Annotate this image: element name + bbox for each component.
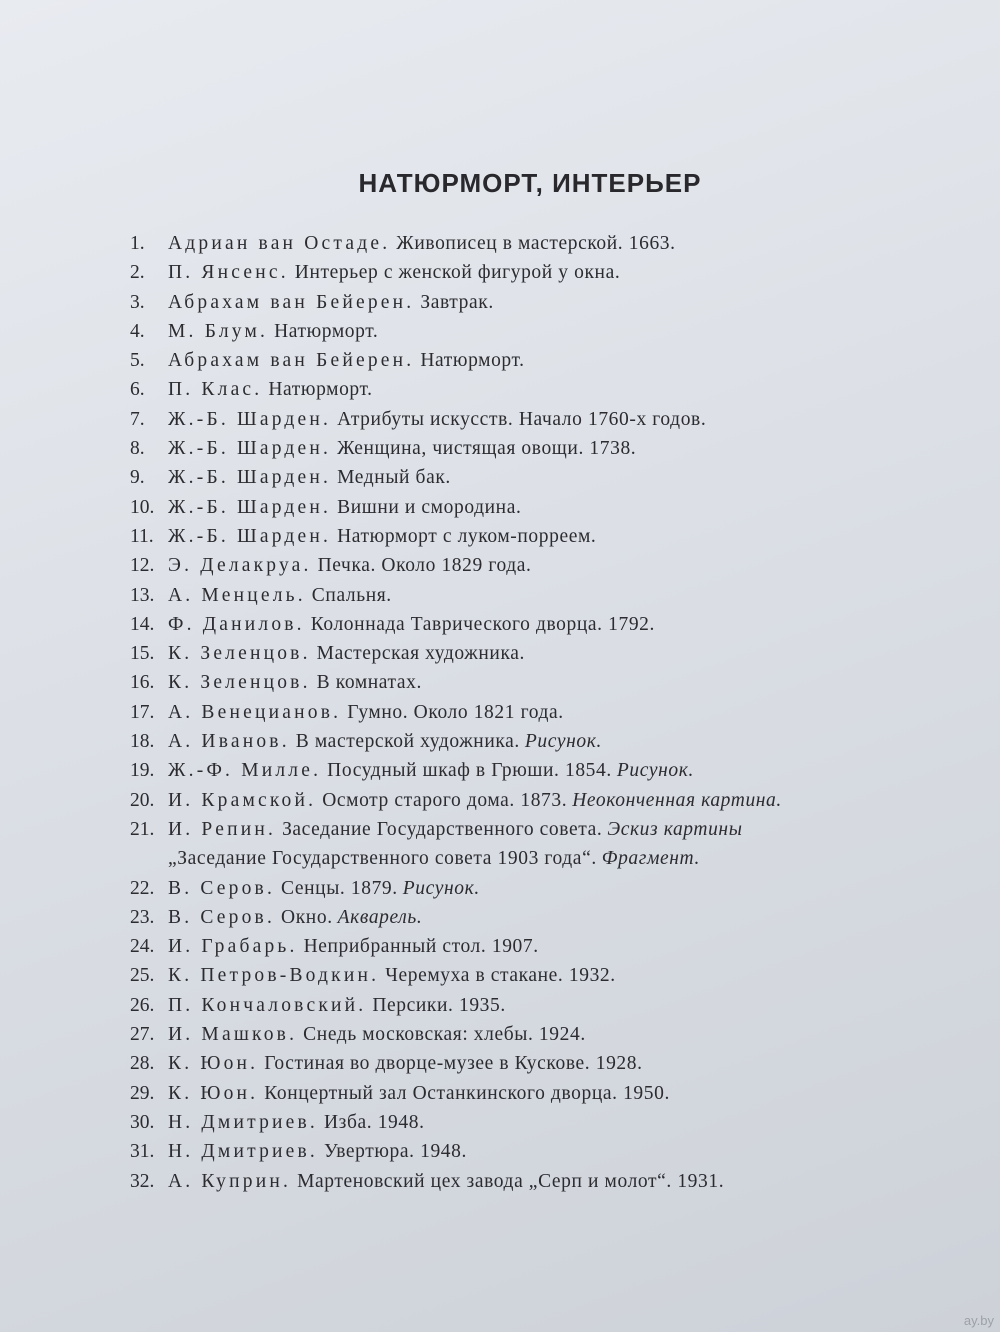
item-body — [168, 288, 494, 317]
item-number: 4. — [130, 320, 145, 342]
item-number: 3. — [130, 291, 145, 313]
list-item — [130, 1137, 980, 1166]
item-line — [168, 668, 422, 697]
item-author: Абрахам ван Бейерен. — [168, 291, 415, 313]
item-body — [168, 727, 602, 756]
item-author: К. Зеленцов. — [168, 672, 311, 694]
item-line — [168, 1167, 724, 1196]
item-medium-note-cont: Фрагмент. — [601, 848, 700, 870]
item-work-title: Сенцы. 1879. — [281, 877, 398, 899]
item-number: 12. — [130, 555, 155, 577]
item-number: 14. — [130, 613, 155, 635]
item-medium-note: Акварель. — [337, 906, 423, 928]
item-line — [168, 581, 392, 610]
item-number: 23. — [130, 906, 155, 928]
item-line — [168, 229, 676, 258]
item-number: 27. — [130, 1024, 155, 1046]
item-author: И. Машков. — [168, 1024, 298, 1046]
list-item — [130, 1108, 980, 1137]
item-work-title: Мартеновский цех завода „Серп и молот“. 1931. — [297, 1170, 725, 1192]
item-body — [168, 522, 596, 551]
item-body — [168, 375, 373, 404]
item-number: 17. — [130, 701, 155, 723]
illustration-list — [130, 229, 980, 1196]
item-work-title: Женщина, чистящая овощи. 1738. — [337, 438, 637, 460]
list-item — [130, 903, 980, 932]
list-item — [130, 991, 980, 1020]
item-line — [168, 903, 422, 932]
item-number: 10. — [130, 496, 155, 518]
item-body — [168, 229, 676, 258]
item-line — [168, 991, 506, 1020]
item-author: А. Иванов. — [168, 731, 290, 753]
list-item — [130, 1079, 980, 1108]
list-item — [130, 756, 980, 785]
item-number: 7. — [130, 408, 145, 430]
list-item — [130, 1020, 980, 1049]
item-line — [168, 463, 451, 492]
item-author: А. Венецианов. — [168, 701, 342, 723]
item-number: 1. — [130, 233, 145, 254]
item-author: Э. Делакруа. — [168, 555, 312, 577]
item-body — [168, 903, 422, 932]
item-body — [168, 434, 636, 463]
item-line — [168, 522, 596, 551]
item-work-title: Колоннада Таврического дворца. 1792. — [310, 613, 655, 635]
item-work-title: Персики. 1935. — [372, 994, 506, 1016]
item-line — [168, 786, 782, 815]
item-line — [168, 815, 743, 844]
list-item — [130, 668, 980, 697]
item-number: 16. — [130, 672, 155, 694]
item-number: 26. — [130, 994, 155, 1016]
item-line — [168, 874, 480, 903]
item-work-title: В мастерской художника. — [295, 731, 520, 753]
item-author: А. Менцель. — [168, 584, 306, 606]
item-body — [168, 756, 694, 785]
list-item — [130, 434, 980, 463]
list-item — [130, 874, 980, 903]
item-line — [168, 317, 378, 346]
item-body — [168, 1167, 724, 1196]
site-watermark: ay.by — [963, 1313, 994, 1328]
item-author: И. Крамской. — [168, 789, 317, 811]
item-number: 22. — [130, 877, 155, 899]
item-work-title: Изба. 1948. — [324, 1111, 425, 1133]
item-number: 24. — [130, 936, 155, 958]
item-author: А. Куприн. — [168, 1170, 292, 1192]
item-medium-note: Рисунок. — [616, 760, 694, 782]
item-author: Ж.-Б. Шарден. — [168, 438, 332, 460]
item-medium-note: Рисунок. — [402, 877, 480, 899]
item-line — [168, 551, 531, 580]
item-body — [168, 1079, 670, 1108]
item-body — [168, 786, 782, 815]
item-line — [168, 1108, 425, 1137]
item-line — [168, 1049, 643, 1078]
item-author: Ж.-Б. Шарден. — [168, 525, 332, 547]
item-author: Абрахам ван Бейерен. — [168, 350, 415, 372]
item-body — [168, 1020, 586, 1049]
list-item — [130, 581, 980, 610]
item-medium-note: Неоконченная картина. — [572, 789, 782, 811]
item-number: 25. — [130, 965, 155, 987]
item-body — [168, 961, 616, 990]
item-author: Ж.-Б. Шарден. — [168, 408, 332, 430]
item-body — [168, 991, 506, 1020]
item-body — [168, 1108, 425, 1137]
list-item — [130, 639, 980, 668]
item-body — [168, 1137, 467, 1166]
item-work-title: Посудный шкаф в Грюши. 1854. — [327, 760, 612, 782]
item-line — [168, 610, 655, 639]
list-item — [130, 493, 980, 522]
item-number: 2. — [130, 262, 145, 284]
item-body — [168, 551, 531, 580]
item-line — [168, 1137, 467, 1166]
item-body — [168, 932, 539, 961]
item-line — [168, 493, 521, 522]
item-line — [168, 639, 525, 668]
list-item — [130, 258, 980, 287]
item-work-title: Гостиная во дворце-музее в Кускове. 1928. — [264, 1053, 643, 1075]
item-number: 18. — [130, 731, 155, 753]
item-author: М. Блум. — [168, 320, 269, 342]
item-body — [168, 874, 480, 903]
item-medium-note: Рисунок. — [524, 731, 602, 753]
item-author: Ж.-Ф. Милле. — [168, 760, 322, 782]
item-author: П. Янсенс. — [168, 262, 289, 284]
item-body — [168, 610, 655, 639]
item-body — [168, 258, 620, 287]
item-line — [168, 258, 620, 287]
item-work-title: Осмотр старого дома. 1873. — [322, 789, 568, 811]
item-work-title: Увертюра. 1948. — [324, 1141, 467, 1163]
item-author: В. Серов. — [168, 877, 276, 899]
item-work-title: Натюрморт. — [420, 350, 525, 372]
item-number: 30. — [130, 1111, 155, 1133]
item-number: 6. — [130, 379, 145, 401]
item-author: К. Юон. — [168, 1053, 259, 1075]
item-body — [168, 581, 392, 610]
item-work-title: В комнатах. — [316, 672, 422, 694]
item-author: Адриан ван Остаде. — [168, 233, 391, 254]
item-body — [168, 405, 706, 434]
item-work-title: Печка. Около 1829 года. — [317, 555, 532, 577]
item-number: 13. — [130, 584, 155, 606]
item-author: П. Кончаловский. — [168, 994, 367, 1016]
item-body — [168, 346, 525, 375]
item-work-title: Неприбранный стол. 1907. — [303, 936, 539, 958]
item-line — [168, 727, 602, 756]
item-line — [168, 756, 694, 785]
item-line — [168, 434, 636, 463]
list-item — [130, 288, 980, 317]
item-work-title: Завтрак. — [420, 291, 494, 313]
list-item — [130, 727, 980, 756]
list-item — [130, 522, 980, 551]
item-work-title: Атрибуты искусств. Начало 1760-х годов. — [337, 408, 707, 430]
item-line — [168, 288, 494, 317]
item-line — [168, 405, 706, 434]
item-work-title: Натюрморт. — [274, 320, 379, 342]
item-work-title: Черемуха в стакане. 1932. — [385, 965, 616, 987]
list-item — [130, 317, 980, 346]
item-work-title: Заседание Государственного совета. — [282, 818, 603, 840]
item-line — [168, 961, 616, 990]
list-item — [130, 786, 980, 815]
item-body — [168, 317, 378, 346]
item-body — [168, 1049, 643, 1078]
item-number: 9. — [130, 467, 145, 489]
list-item — [130, 375, 980, 404]
list-item — [130, 405, 980, 434]
item-number: 28. — [130, 1053, 155, 1075]
item-number: 29. — [130, 1082, 155, 1104]
item-number: 19. — [130, 760, 155, 782]
item-number: 20. — [130, 789, 155, 811]
item-work-title: Гумно. Около 1821 года. — [347, 701, 564, 723]
item-work-title: Концертный зал Останкинского дворца. 1950. — [264, 1082, 670, 1104]
list-item — [130, 932, 980, 961]
item-author: И. Грабарь. — [168, 936, 298, 958]
item-author: Ф. Данилов. — [168, 613, 305, 635]
item-number: 32. — [130, 1170, 155, 1192]
item-work-title: Интерьер с женской фигурой у окна. — [294, 262, 621, 284]
item-number: 5. — [130, 350, 145, 372]
item-body — [168, 815, 743, 874]
item-author: В. Серов. — [168, 906, 276, 928]
item-body — [168, 493, 521, 522]
list-item — [130, 961, 980, 990]
item-author: И. Репин. — [168, 818, 277, 840]
list-item — [130, 698, 980, 727]
list-item — [130, 1167, 980, 1196]
item-line — [168, 375, 373, 404]
item-author: К. Зеленцов. — [168, 643, 311, 665]
list-item — [130, 229, 980, 258]
item-author: Н. Дмитриев. — [168, 1111, 318, 1133]
item-body — [168, 639, 525, 668]
item-line — [168, 346, 525, 375]
item-body — [168, 463, 451, 492]
item-author: П. Клас. — [168, 379, 263, 401]
item-work-title-cont: „Заседание Государственного совета 1903 года“. — [168, 848, 597, 870]
item-author: Н. Дмитриев. — [168, 1141, 318, 1163]
page-title: НАТЮРМОРТ, ИНТЕРЬЕР — [358, 168, 702, 198]
item-number: 11. — [130, 525, 154, 547]
item-number: 8. — [130, 438, 145, 460]
item-author: Ж.-Б. Шарден. — [168, 467, 332, 489]
item-line — [168, 1079, 670, 1108]
item-work-title: Вишни и смородина. — [337, 496, 522, 518]
item-body — [168, 698, 564, 727]
item-work-title: Снедь московская: хлебы. 1924. — [303, 1024, 586, 1046]
item-body — [168, 668, 422, 697]
item-author: К. Юон. — [168, 1082, 259, 1104]
item-author: Ж.-Б. Шарден. — [168, 496, 332, 518]
list-item — [130, 346, 980, 375]
list-item — [130, 1049, 980, 1078]
list-item — [130, 610, 980, 639]
list-item — [130, 463, 980, 492]
item-line — [168, 932, 539, 961]
item-work-title: Медный бак. — [337, 467, 451, 489]
list-item — [130, 551, 980, 580]
item-work-title: Живописец в мастерской. 1663. — [396, 233, 676, 254]
item-medium-note: Эскиз картины — [607, 818, 743, 840]
item-line — [168, 1020, 586, 1049]
item-number: 15. — [130, 643, 155, 665]
item-work-title: Окно. — [281, 906, 333, 928]
item-author: К. Петров-Водкин. — [168, 965, 380, 987]
item-line — [168, 698, 564, 727]
item-work-title: Спальня. — [311, 584, 392, 606]
item-work-title: Натюрморт с луком-порреем. — [337, 525, 597, 547]
item-number: 31. — [130, 1141, 155, 1163]
item-work-title: Натюрморт. — [268, 379, 373, 401]
item-work-title: Мастерская художника. — [316, 643, 525, 665]
list-item — [130, 815, 980, 874]
item-continuation-line — [168, 844, 743, 873]
item-number: 21. — [130, 818, 155, 840]
